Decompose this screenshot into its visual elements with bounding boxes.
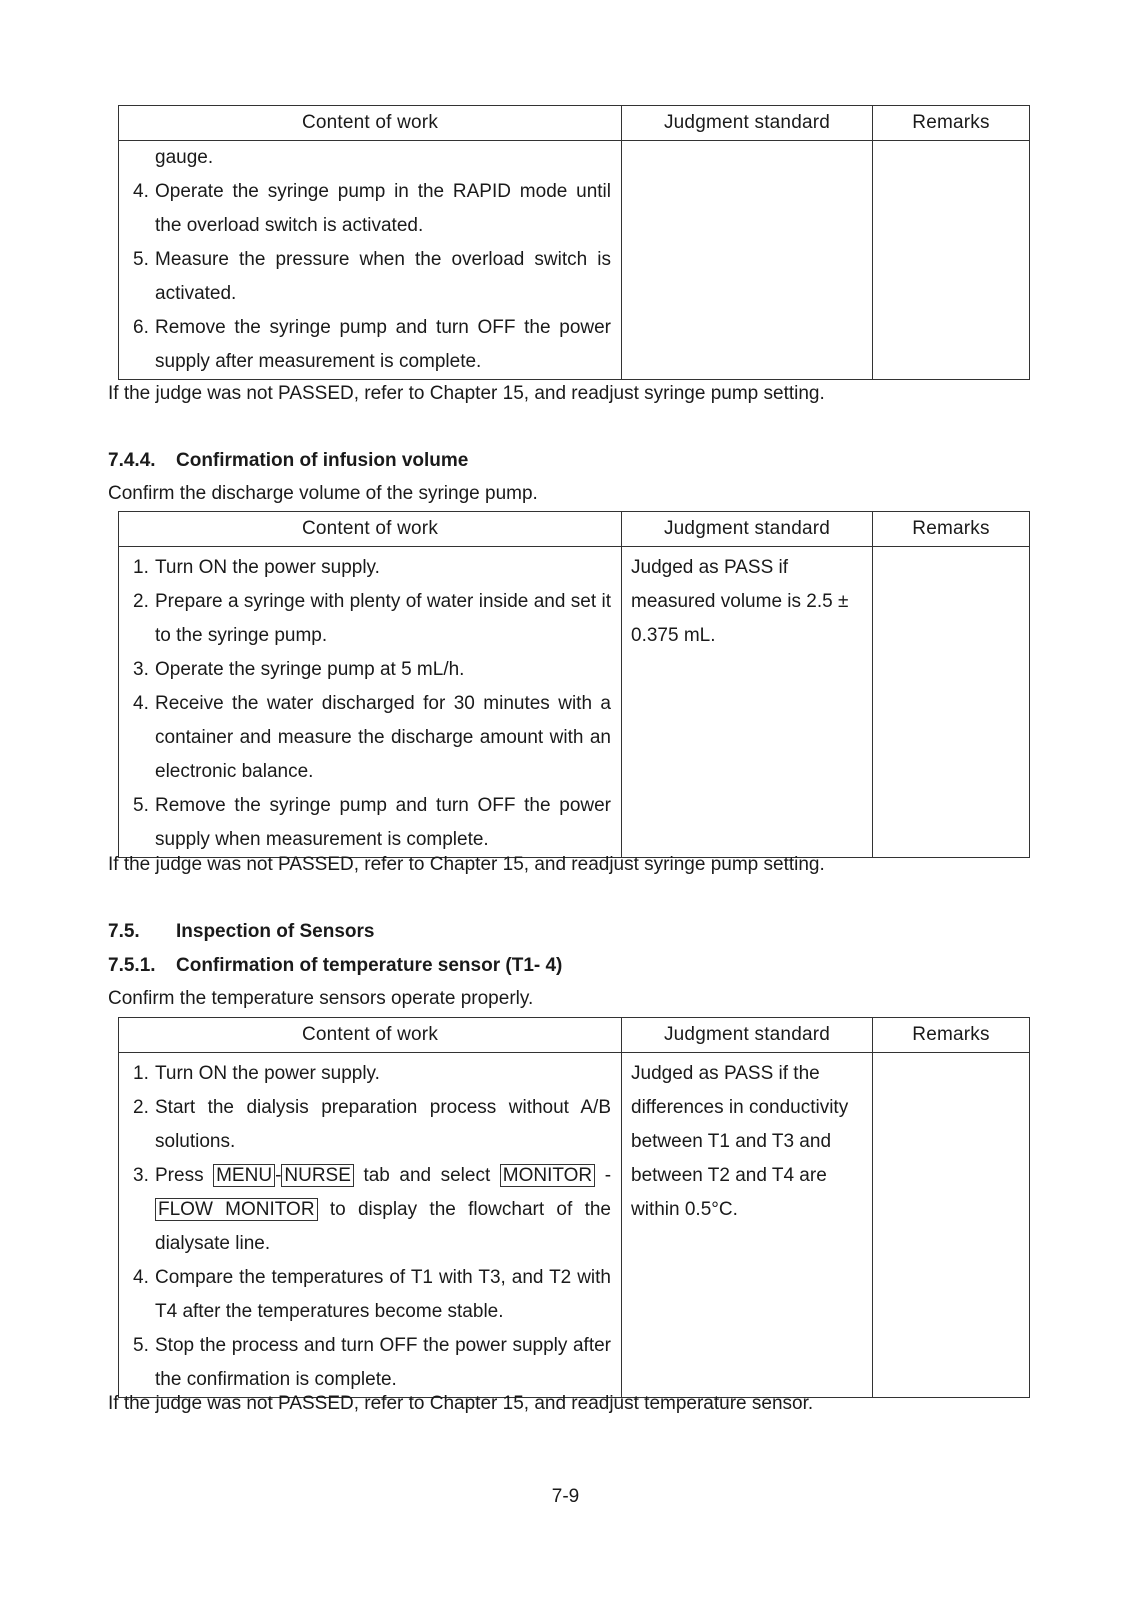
judgment-cell [622, 547, 873, 858]
infusion-volume-table [118, 511, 1030, 858]
header-remarks: Remarks [873, 1018, 1030, 1053]
header-content: Content of work [119, 512, 622, 547]
flow-monitor-key-label: FLOW MONITOR [155, 1198, 318, 1221]
header-remarks: Remarks [873, 512, 1030, 547]
content-cell [119, 1053, 622, 1398]
menu-key-label: MENU [213, 1164, 275, 1187]
nurse-key-label: NURSE [281, 1164, 354, 1187]
page-number: 7-9 [551, 1486, 580, 1507]
judgment-cell [622, 141, 873, 380]
continued-text: gauge. [155, 147, 214, 168]
section-heading-75: 7.5. Inspection of Sensors [108, 921, 375, 942]
judgment-cell [622, 1053, 873, 1398]
content-cell [119, 141, 622, 380]
section-intro-744: Confirm the discharge volume of the syringe pump. [108, 483, 538, 504]
content-cell [119, 547, 622, 858]
list-item: 3. Press MENU - NURSE tab and select MONITOR - FLOW MONITOR to display the flowchart of the dialysate line. [133, 1165, 612, 1254]
list-item: 5. Remove the syringe pump and turn OFF the power supply when measurement is complete. [133, 795, 611, 850]
note-2: If the judge was not PASSED, refer to Chapter 15, and readjust syringe pump setting. [108, 854, 825, 875]
section-intro-751: Confirm the temperature sensors operate properly. [108, 988, 534, 1009]
header-judgment: Judgment standard [622, 1018, 873, 1053]
section-heading-751: 7.5.1. Confirmation of temperature sensor (T1- 4) [108, 955, 563, 976]
list-item: 2. Start the dialysis preparation process without A/B solutions. [133, 1097, 611, 1152]
header-remarks: Remarks [873, 106, 1030, 141]
list-item: 4. Operate the syringe pump in the RAPID mode until the overload switch is activated. [133, 181, 611, 236]
note-3: If the judge was not PASSED, refer to Chapter 15, and readjust temperature sensor. [108, 1393, 814, 1414]
list-item: 1. Turn ON the power supply. [133, 557, 380, 578]
remarks-cell [873, 547, 1030, 858]
list-item: 1. Turn ON the power supply. [133, 1063, 380, 1084]
list-item: 4. Receive the water discharged for 30 minutes with a container and measure the discharge amount with an electronic balance. [133, 693, 611, 782]
overload-table [118, 105, 1030, 380]
list-item: 5. Measure the pressure when the overload switch is activated. [133, 249, 611, 304]
monitor-key-label: MONITOR [500, 1164, 595, 1187]
header-judgment: Judgment standard [622, 106, 873, 141]
remarks-cell [873, 141, 1030, 380]
list-item: 6. Remove the syringe pump and turn OFF the power supply after measurement is complete. [133, 317, 611, 372]
list-item: 2. Prepare a syringe with plenty of water inside and set it to the syringe pump. [133, 591, 611, 646]
temperature-sensor-table [118, 1017, 1030, 1398]
judgment-text: Judged as PASS if measured volume is 2.5 ± 0.375 mL. [631, 557, 849, 646]
list-item: 4. Compare the temperatures of T1 with T3, and T2 with T4 after the temperatures become stable. [133, 1267, 611, 1322]
note-1: If the judge was not PASSED, refer to Chapter 15, and readjust syringe pump setting. [108, 383, 825, 404]
list-item: 5. Stop the process and turn OFF the power supply after the confirmation is complete. [133, 1335, 611, 1390]
judgment-text: Judged as PASS if the differences in conductivity between T1 and T3 and between T2 and T4 are within 0.5°C. [631, 1063, 849, 1220]
header-content: Content of work [119, 106, 622, 141]
header-content: Content of work [119, 1018, 622, 1053]
section-heading-744: 7.4.4. Confirmation of infusion volume [108, 450, 469, 471]
remarks-cell [873, 1053, 1030, 1398]
header-judgment: Judgment standard [622, 512, 873, 547]
list-item: 3. Operate the syringe pump at 5 mL/h. [133, 659, 465, 680]
